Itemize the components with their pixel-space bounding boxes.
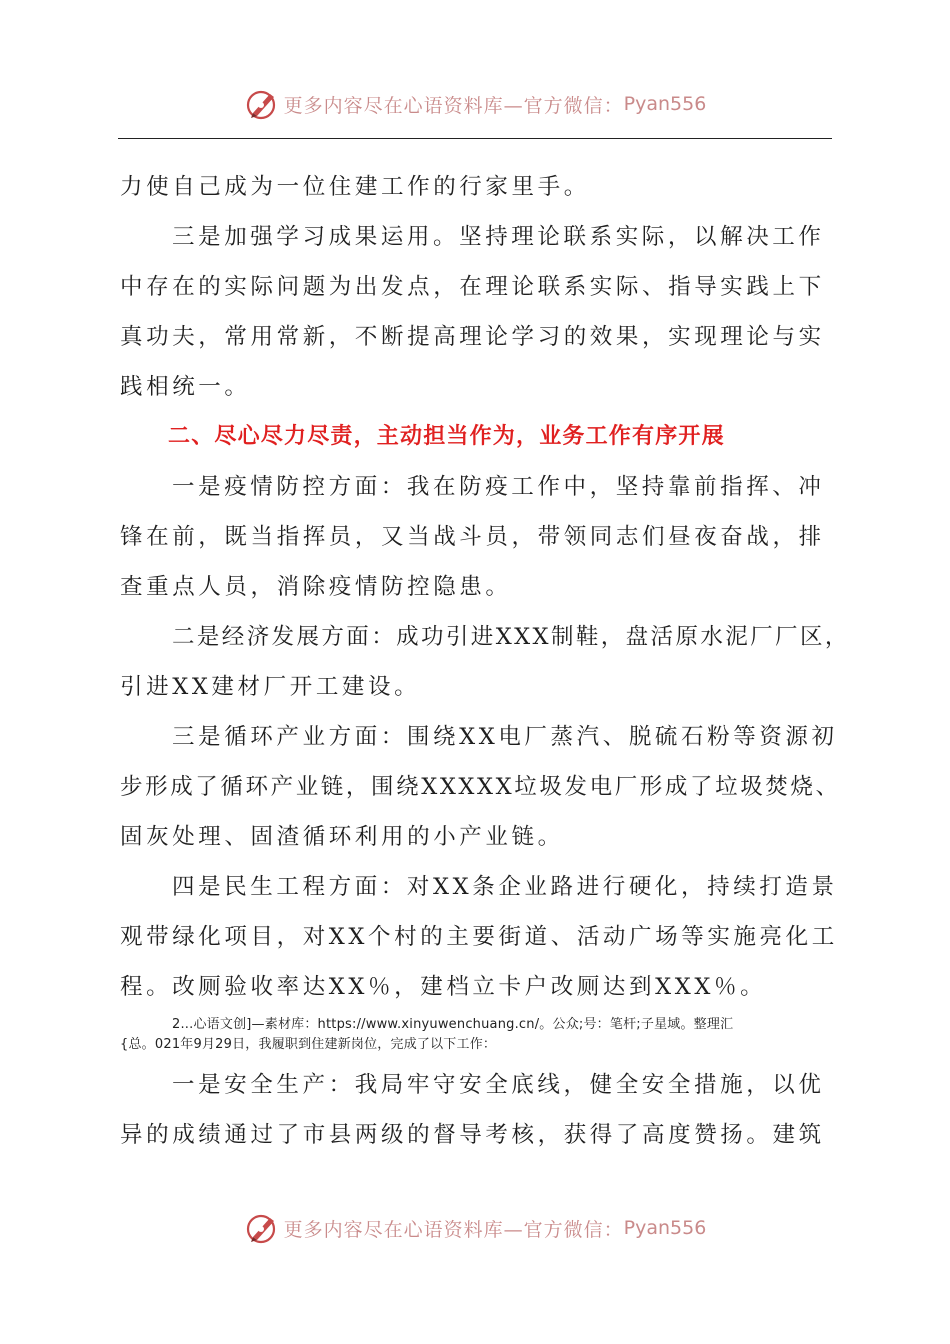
- pen-logo-icon: [244, 86, 280, 122]
- footer-banner-text: 更多内容尽在心语资料库—官方微信：: [283, 1218, 624, 1241]
- header-banner-text: 更多内容尽在心语资料库—官方微信：: [283, 94, 624, 117]
- header-divider: [118, 138, 832, 139]
- paragraph-line: 锋在前，既当指挥员，又当战斗员，带领同志们昼夜奋战，排: [120, 524, 825, 550]
- paragraph-line: 真功夫，常用常新，不断提高理论学习的效果，实现理论与实: [120, 324, 825, 350]
- paragraph-line: 践相统一。: [120, 374, 251, 400]
- paragraph-line: 中存在的实际问题为出发点，在理论联系实际、指导实践上下: [120, 274, 825, 300]
- paragraph-line: 程。改厕验收率达XX％，建档立卡户改厕达到XXX％。: [120, 974, 767, 1000]
- paragraph-line: 一是安全生产：我局牢守安全底线，健全安全措施，以优: [172, 1072, 825, 1098]
- paragraph-line: 异的成绩通过了市县两级的督导考核，获得了高度赞扬。建筑: [120, 1122, 825, 1148]
- footer-banner: [244, 1210, 707, 1246]
- page-footer: [0, 1208, 950, 1248]
- paragraph-line: 三是循环产业方面：围绕XX电厂蒸汽、脱硫石粉等资源初: [172, 724, 838, 750]
- paragraph-line: 固灰处理、固渣循环利用的小产业链。: [120, 824, 564, 850]
- paragraph-line: 查重点人员，消除疫情防控隐患。: [120, 574, 512, 600]
- paragraph-line: 三是加强学习成果运用。坚持理论联系实际，以解决工作: [172, 224, 825, 250]
- paragraph-line: 一是疫情防控方面：我在防疫工作中，坚持靠前指挥、冲: [172, 474, 825, 500]
- paragraph-line: 二是经济发展方面：成功引进XXX制鞋，盘活原水泥厂厂区，: [172, 624, 850, 650]
- section-heading: 二、尽心尽力尽责，主动担当作为，业务工作有序开展: [168, 424, 725, 449]
- pen-logo-icon: [244, 1210, 280, 1246]
- header-wechat-id: Pyan556: [623, 93, 707, 115]
- header-banner: [244, 86, 707, 122]
- source-note-line: 2...心语文创]—素材库：https://www.xinyuwenchuang.cn/。公众;号：笔杆;子星域。整理汇: [172, 1017, 734, 1032]
- footer-wechat-id: Pyan556: [623, 1217, 707, 1239]
- paragraph-line: 力使自己成为一位住建工作的行家里手。: [120, 174, 590, 200]
- page-header: [0, 84, 950, 124]
- paragraph-line: 四是民生工程方面：对XX条企业路进行硬化，持续打造景: [172, 874, 838, 900]
- source-note-line: {总。021年9月29日，我履职到住建新岗位，完成了以下工作：: [120, 1037, 497, 1052]
- paragraph-line: 引进XX建材厂开工建设。: [120, 674, 421, 700]
- paragraph-line: 步形成了循环产业链，围绕XXXXX垃圾发电厂形成了垃圾焚烧、: [120, 774, 841, 800]
- paragraph-line: 观带绿化项目，对XX个村的主要街道、活动广场等实施亮化工: [120, 924, 838, 950]
